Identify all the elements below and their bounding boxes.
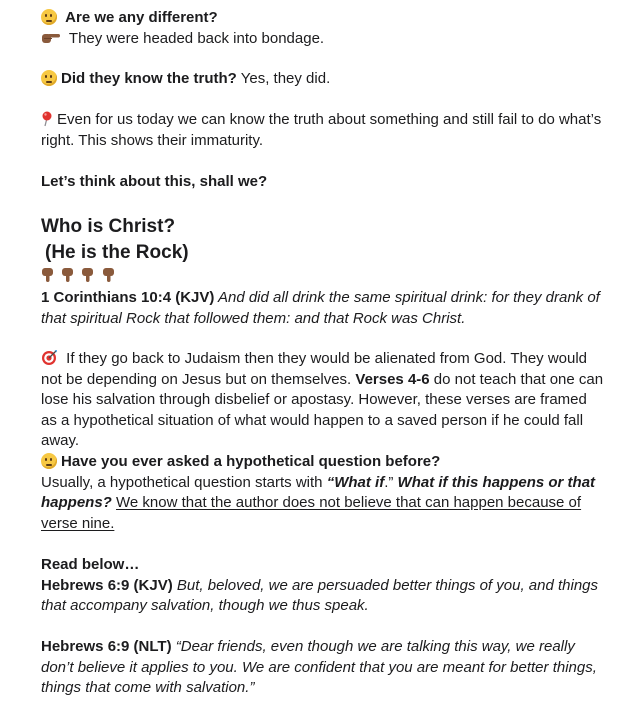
- backhand-index-pointing-down-icon: [102, 267, 115, 283]
- verse-text: But, beloved, we are persuaded better things of you, and things that accompany salvation, though we thus speak.: [41, 576, 598, 614]
- heading-line-1: Who is Christ?: [41, 216, 176, 237]
- body-text-1: Usually, a hypothetical question starts with: [41, 473, 327, 491]
- line-question: [41, 452, 606, 473]
- heading-line-2: (He is the Rock): [45, 242, 189, 263]
- thinking-face-icon: [41, 70, 57, 86]
- verse-1-corinthians: [41, 288, 606, 329]
- backhand-index-pointing-down-icon: [41, 267, 54, 283]
- line-answer: [41, 29, 606, 50]
- section-heading: [41, 214, 606, 266]
- round-pushpin-icon: [41, 111, 53, 127]
- body-text: Even for us today we can know the truth about something and still fail to do what’s right. This shows their immaturity.: [41, 111, 602, 149]
- what-if-question: What if this happens or that happens?: [41, 473, 596, 511]
- thinking-face-icon: [41, 453, 57, 469]
- direct-hit-target-icon: [41, 349, 58, 366]
- paragraph-hypothetical: [41, 452, 606, 534]
- paragraph-body: [41, 473, 606, 535]
- question-text: Have you ever asked a hypothetical question before?: [61, 453, 441, 470]
- body-text-1: If they go back to Judaism then they would be alienated from God. They would not be depending on Jesus but on themselves.: [41, 350, 588, 388]
- verses-reference: Verses 4-6: [355, 370, 430, 388]
- verse-reference: Hebrews 6:9 (NLT): [41, 638, 172, 655]
- paragraph-hebrews-kjv: [41, 555, 606, 617]
- paragraph-judaism: [41, 349, 606, 452]
- body-text-2: do not teach that one can lose his salvation through disbelief or apostasy. However, these verses are framed as a hypothetical situation of what would happen to a saved person if he could fall away.: [41, 370, 604, 449]
- body-text-2: .”: [384, 473, 398, 491]
- verse-text: And did all drink the same spiritual drink: for they drank of that spiritual Rock that followed them: and that Rock was Christ.: [41, 289, 600, 327]
- question-text: Are we any different?: [65, 9, 218, 26]
- question-text: Did they know the truth?: [61, 70, 237, 87]
- what-if-text: “What if: [326, 473, 385, 491]
- answer-text: Yes, they did.: [236, 70, 331, 87]
- backhand-index-pointing-down-icon: [81, 267, 94, 283]
- paragraph-know-truth: [41, 69, 606, 90]
- backhand-index-pointing-down-icon: [61, 267, 74, 283]
- backhand-index-pointing-right-icon: [41, 32, 61, 44]
- line-question: [41, 8, 606, 29]
- paragraph-hebrews-nlt: [41, 637, 606, 699]
- thinking-face-icon: [41, 9, 57, 25]
- verse-reference: Hebrews 6:9 (KJV): [41, 576, 173, 594]
- verse-hebrews-kjv: [41, 576, 606, 617]
- verse-text: “Dear friends, even though we are talking this way, we really don’t believe it applies to you. We are confident that you are meant for better things, things that come with salvation.”: [41, 638, 597, 696]
- emoji-row: [41, 266, 606, 287]
- verse-reference: 1 Corinthians 10:4 (KJV): [41, 289, 215, 306]
- underlined-text: We know that the author does not believe that can happen because of verse nine.: [41, 494, 582, 532]
- answer-text: They were headed back into bondage.: [68, 29, 325, 47]
- paragraph-any-different: [41, 8, 606, 49]
- read-below-text: Read below…: [41, 556, 140, 573]
- paragraph-immaturity: [41, 110, 606, 151]
- paragraph-think: Let’s think about this, shall we?: [41, 173, 268, 190]
